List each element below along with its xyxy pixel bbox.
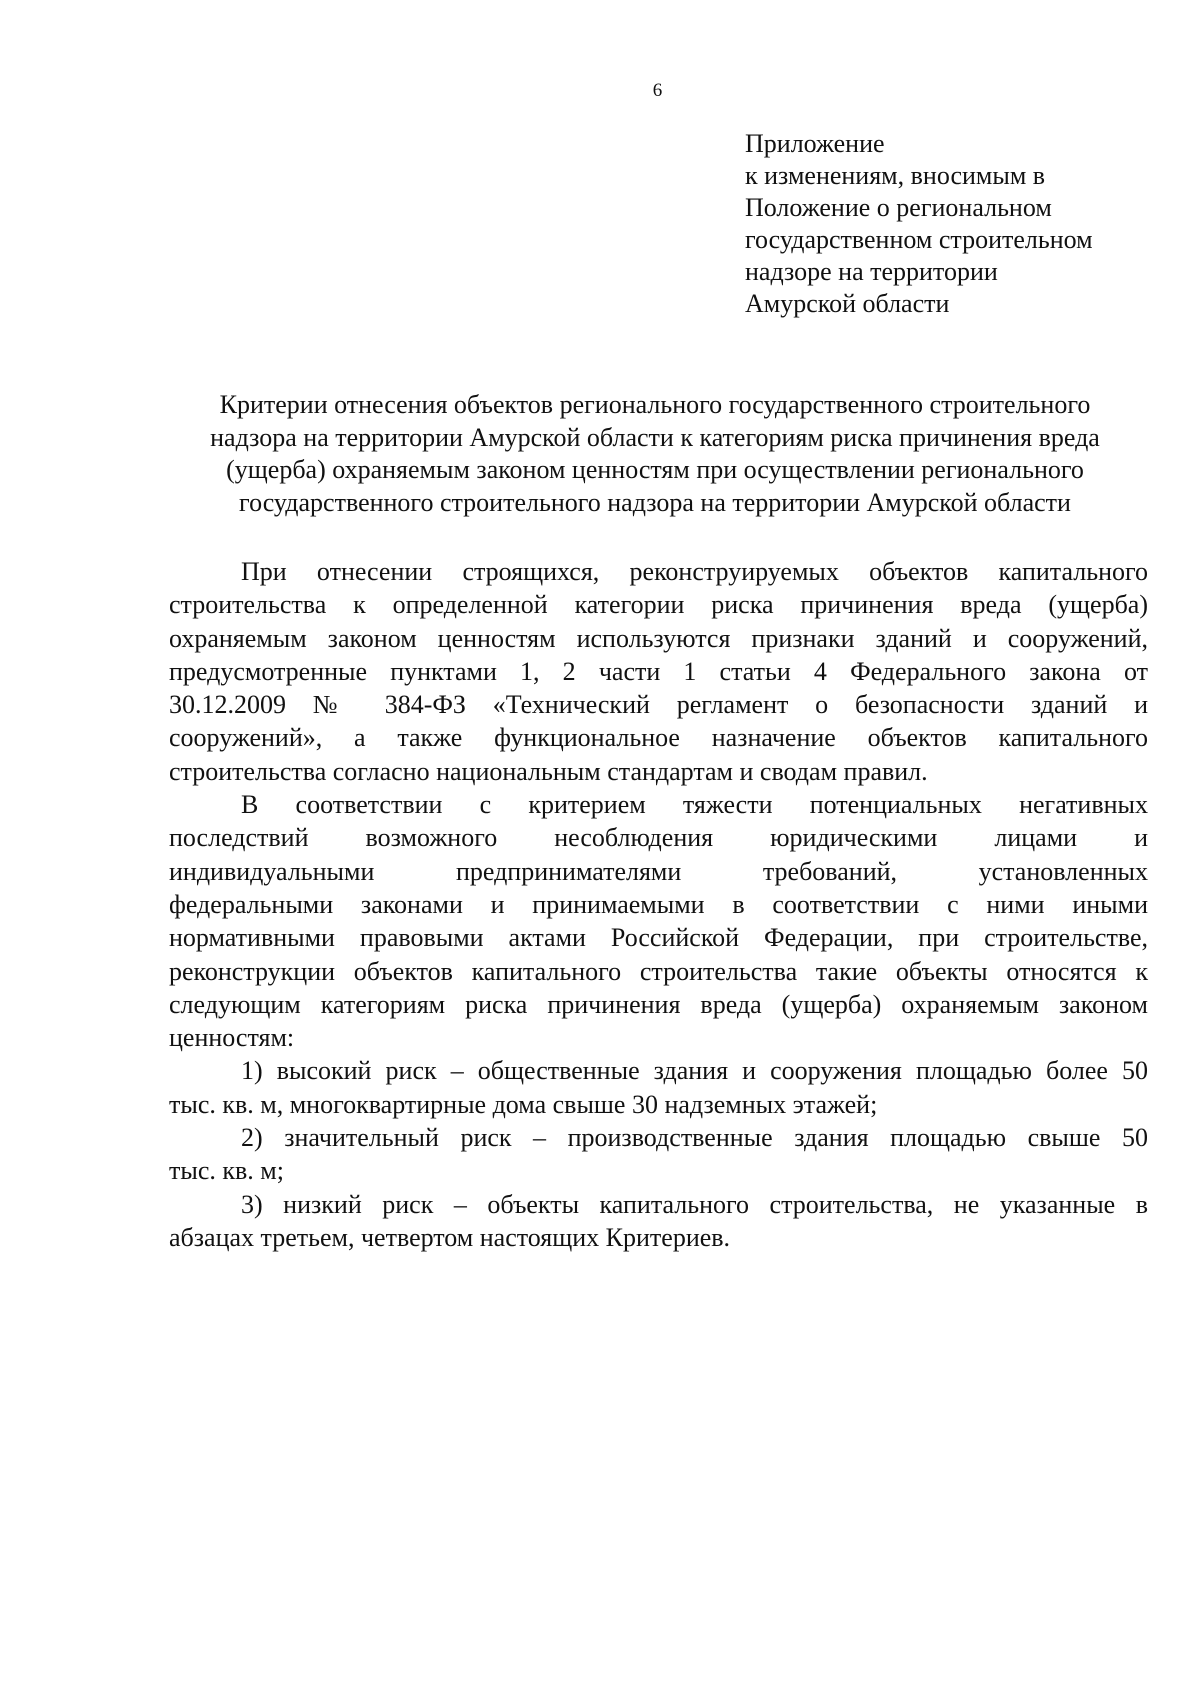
text-line: тыс. кв. м; bbox=[169, 1156, 284, 1186]
list-item-high-risk bbox=[169, 1054, 1148, 1121]
appendix-line: Приложение bbox=[745, 129, 885, 158]
paragraph-building-attributes bbox=[169, 555, 1148, 788]
title-line: надзора на территории Амурской области к категориям риска причинения вреда bbox=[210, 422, 1100, 452]
document-title bbox=[160, 389, 1150, 519]
text-line: нормативными правовыми актами Российской Федерации, при строительстве, bbox=[169, 923, 1148, 953]
text-line: 30.12.2009 № 384-ФЗ «Технический регламент о безопасности зданий и bbox=[169, 690, 1148, 720]
list-item-low-risk bbox=[169, 1188, 1148, 1255]
appendix-line: к изменениям, вносимым в bbox=[745, 161, 1046, 190]
text-line: охраняемым законом ценностям используются признаки зданий и сооружений, bbox=[169, 623, 1148, 653]
appendix-line: надзоре на территории bbox=[745, 257, 998, 286]
text-line: 2) значительный риск – производственные здания площадью свыше 50 bbox=[241, 1123, 1148, 1153]
text-line: индивидуальными предпринимателями требований, установленных bbox=[169, 856, 1148, 886]
text-line: реконструкции объектов капитального строительства такие объекты относятся к bbox=[169, 956, 1148, 986]
list-item-significant-risk bbox=[169, 1121, 1148, 1188]
text-line: ценностям: bbox=[169, 1023, 295, 1053]
text-line: В соответствии с критерием тяжести потенциальных негативных bbox=[241, 790, 1148, 820]
text-line: строительства к определенной категории риска причинения вреда (ущерба) bbox=[169, 590, 1148, 620]
appendix-line: государственном строительном bbox=[745, 225, 1093, 254]
title-line: (ущерба) охраняемым законом ценностям при осуществлении регионального bbox=[226, 455, 1084, 484]
text-line: сооружений», а также функциональное назначение объектов капитального bbox=[169, 723, 1148, 753]
text-line: федеральными законами и принимаемыми в соответствии с ними иными bbox=[169, 889, 1148, 919]
appendix-note bbox=[745, 128, 1093, 320]
title-line: государственного строительного надзора на территории Амурской области bbox=[239, 487, 1071, 517]
text-line: 3) низкий риск – объекты капитального строительства, не указанные в bbox=[241, 1189, 1148, 1219]
text-line: тыс. кв. м, многоквартирные дома свыше 30 надземных этажей; bbox=[169, 1089, 878, 1119]
paragraph-severity-criterion bbox=[169, 788, 1148, 1054]
appendix-line: Амурской области bbox=[745, 289, 950, 318]
title-line: Критерии отнесения объектов регионального государственного строительного bbox=[219, 390, 1091, 419]
appendix-line: Положение о региональном bbox=[745, 193, 1052, 222]
text-line: следующим категориям риска причинения вреда (ущерба) охраняемым законом bbox=[169, 989, 1148, 1019]
document-body bbox=[169, 555, 1148, 1254]
page-number: 6 bbox=[652, 80, 663, 101]
text-line: абзацах третьем, четвертом настоящих Критериев. bbox=[169, 1222, 731, 1252]
text-line: последствий возможного несоблюдения юридическими лицами и bbox=[169, 823, 1148, 853]
text-line: предусмотренные пунктами 1, 2 части 1 статьи 4 Федерального закона от bbox=[169, 656, 1148, 686]
text-line: строительства согласно национальным стандартам и сводам правил. bbox=[169, 756, 928, 786]
text-line: При отнесении строящихся, реконструируемых объектов капитального bbox=[241, 557, 1148, 586]
text-line: 1) высокий риск – общественные здания и сооружения площадью более 50 bbox=[241, 1056, 1148, 1086]
